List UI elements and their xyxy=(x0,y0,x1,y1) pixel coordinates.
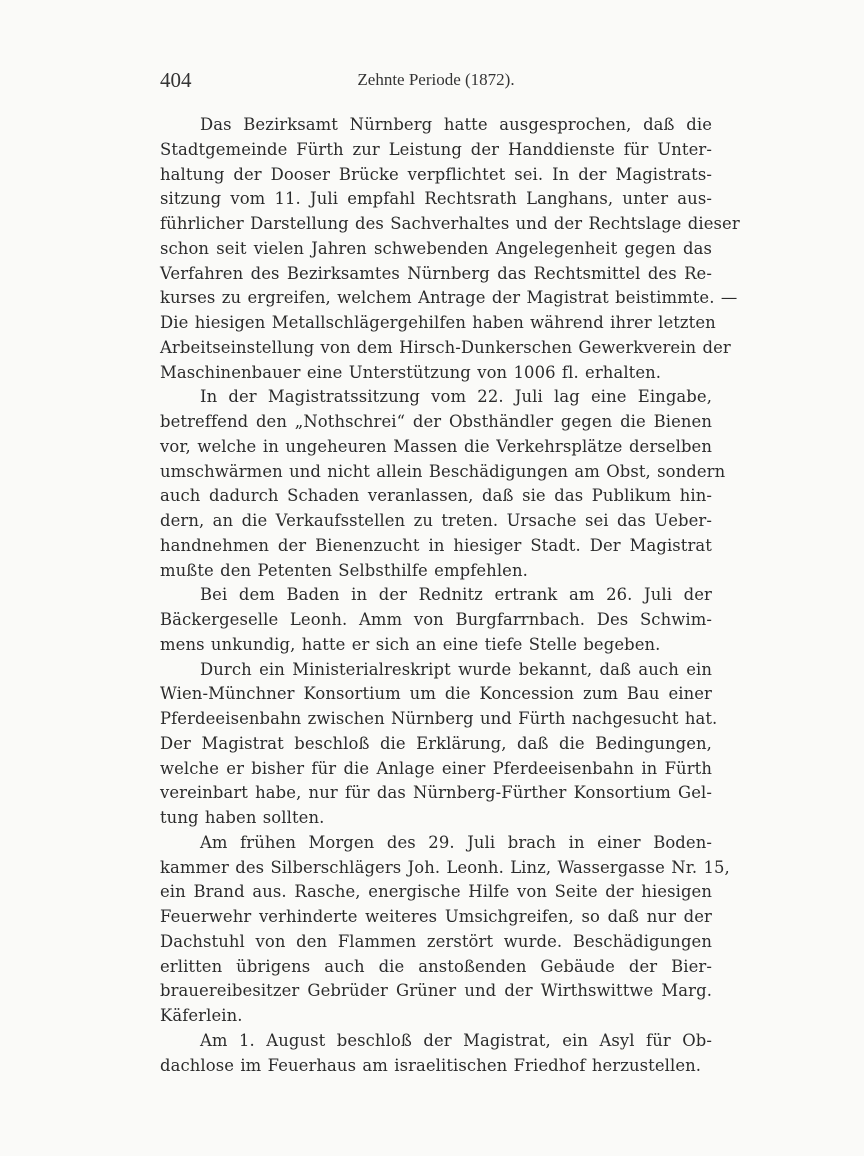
text-line: betreffend den „Nothschrei“ der Obsthändler gegen die Bienen xyxy=(160,412,712,431)
text-line: Bei dem Baden in der Rednitz ertrank am 26. Juli der xyxy=(200,585,712,605)
text-line: mens unkundig, hatte er sich an eine tiefe Stelle begeben. xyxy=(160,634,661,654)
text-line: Die hiesigen Metallschlägergehilfen haben während ihrer letzten xyxy=(160,313,716,332)
text-line: sitzung vom 11. Juli empfahl Rechtsrath Langhans, unter aus- xyxy=(160,189,712,209)
text-line: Pferdeeisenbahn zwischen Nürnberg und Fürth nachgesucht hat. xyxy=(160,709,718,728)
text-line: Das Bezirksamt Nürnberg hatte ausgesprochen, daß die xyxy=(200,115,712,134)
text-line: führlicher Darstellung des Sachverhaltes und der Rechtslage dieser xyxy=(160,214,740,233)
text-line: brauereibesitzer Gebrüder Grüner und der Wirthswittwe Marg. xyxy=(160,981,712,1001)
text-line: umschwärmen und nicht allein Beschädigungen am Obst, sondern xyxy=(160,461,726,481)
text-line: Käferlein. xyxy=(160,1006,243,1025)
text-line: Verfahren des Bezirksamtes Nürnberg das Rechtsmittel des Re- xyxy=(160,263,712,283)
text-line: schon seit vielen Jahren schwebenden Angelegenheit gegen das xyxy=(160,238,712,258)
paragraph xyxy=(160,385,726,583)
paragraph xyxy=(160,658,718,831)
body-text xyxy=(160,113,740,1078)
text-line: tung haben sollten. xyxy=(160,808,325,827)
text-line: Dachstuhl von den Flammen zerstört wurde. Beschädigungen xyxy=(160,931,712,951)
text-line: auch dadurch Schaden veranlassen, daß sie das Publikum hin- xyxy=(160,486,712,506)
text-line: kurses zu ergreifen, welchem Antrage der Magistrat beistimmte. — xyxy=(160,288,738,308)
text-line: erlitten übrigens auch die anstoßenden Gebäude der Bier- xyxy=(160,956,712,976)
text-line: haltung der Dooser Brücke verpflichtet sei. In der Magistrats- xyxy=(160,164,712,184)
page-header xyxy=(160,68,712,98)
text-line: handnehmen der Bienenzucht in hiesiger Stadt. Der Magistrat xyxy=(160,535,712,555)
paragraph xyxy=(160,583,712,657)
text-line: ein Brand aus. Rasche, energische Hilfe von Seite der hiesigen xyxy=(160,882,712,902)
text-line: kammer des Silberschlägers Joh. Leonh. Linz, Wassergasse Nr. 15, xyxy=(160,857,730,877)
page-number: 404 xyxy=(160,68,192,92)
paragraph xyxy=(160,113,740,385)
text-line: Maschinenbauer eine Unterstützung von 1006 fl. erhalten. xyxy=(160,362,662,382)
text-line: Stadtgemeinde Fürth zur Leistung der Handdienste für Unter- xyxy=(160,139,712,159)
text-line: Am frühen Morgen des 29. Juli brach in einer Boden- xyxy=(200,832,712,852)
text-line: In der Magistratssitzung vom 22. Juli lag eine Eingabe, xyxy=(200,387,712,407)
paragraph xyxy=(160,1029,712,1079)
text-line: mußte den Petenten Selbsthilfe empfehlen. xyxy=(160,560,528,580)
text-line: welche er bisher für die Anlage einer Pferdeeisenbahn in Fürth xyxy=(160,758,712,778)
paragraph xyxy=(160,831,730,1029)
text-line: Feuerwehr verhinderte weiteres Umsichgreifen, so daß nur der xyxy=(160,907,712,926)
running-title: Zehnte Periode (1872). xyxy=(357,70,515,89)
text-line: Durch ein Ministerialreskript wurde bekannt, daß auch ein xyxy=(200,659,712,679)
text-line: Wien-Münchner Konsortium um die Koncession zum Bau einer xyxy=(160,684,712,704)
text-line: vor, welche in ungeheuren Massen die Verkehrsplätze derselben xyxy=(160,436,712,456)
text-line: vereinbart habe, nur für das Nürnberg-Fürther Konsortium Gel- xyxy=(160,783,712,803)
text-line: Arbeitseinstellung von dem Hirsch-Dunkerschen Gewerkverein der xyxy=(160,337,731,357)
text-line: dern, an die Verkaufsstellen zu treten. Ursache sei das Ueber- xyxy=(160,511,712,530)
text-line: Bäckergeselle Leonh. Amm von Burgfarrnbach. Des Schwim- xyxy=(160,610,712,629)
text-line: Der Magistrat beschloß die Erklärung, daß die Bedingungen, xyxy=(160,733,712,753)
text-line: dachlose im Feuerhaus am israelitischen Friedhof herzustellen. xyxy=(160,1055,702,1075)
text-line: Am 1. August beschloß der Magistrat, ein Asyl für Ob- xyxy=(200,1030,712,1050)
